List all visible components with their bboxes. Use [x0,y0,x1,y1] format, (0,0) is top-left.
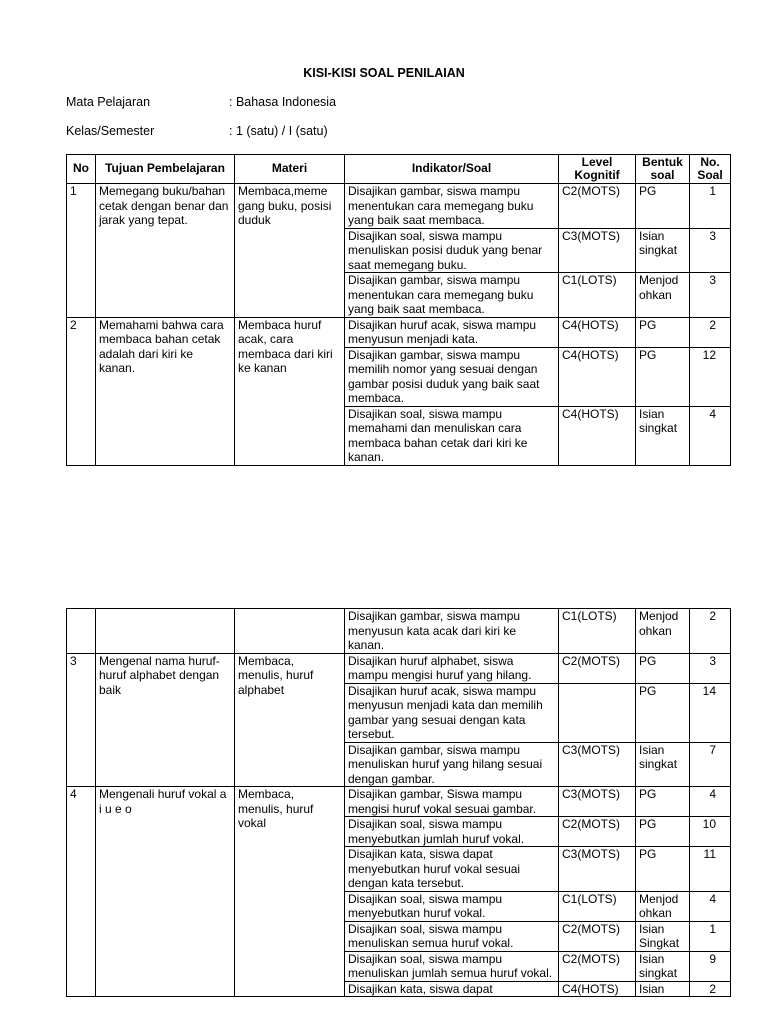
indicator: Disajikan huruf acak, siswa mampu menyusun menjadi kata. [345,317,559,347]
cognitive-level: C1(LOTS) [559,273,636,318]
indicator: Disajikan huruf acak, siswa mampu menyusun menjadi kata dan memilih gambar yang sesuai dengan kata tersebut. [345,683,559,742]
cognitive-level: C2(MOTS) [559,184,636,229]
row-number [67,609,96,654]
indicator: Disajikan gambar, siswa mampu memilih nomor yang sesuai dengan gambar posisi duduk yang baik saat membaca. [345,347,559,406]
indicator: Disajikan soal, siswa mampu menyebutkan huruf vokal. [345,891,559,921]
table-row [67,653,731,683]
indicator: Disajikan gambar, siswa mampu menyusun kata acak dari kiri ke kanan. [345,609,559,654]
indicator: Disajikan soal, siswa mampu memahami dan menuliskan cara membaca bahan cetak dari kiri ke kanan. [345,406,559,465]
question-form: Isian singkat [636,406,690,465]
question-form: Isian Singkat [636,921,690,951]
material: Membaca, menulis, huruf alphabet [235,653,345,787]
header-nosoal: No. Soal [690,155,731,184]
cognitive-level: C3(MOTS) [559,228,636,273]
question-form: PG [636,787,690,817]
cognitive-level: C2(MOTS) [559,951,636,981]
indicator: Disajikan soal, siswa mampu menuliskan jumlah semua huruf vokal. [345,951,559,981]
cognitive-level: C2(MOTS) [559,921,636,951]
learning-objective: Mengenali huruf vokal a i u e o [96,787,235,997]
indicator: Disajikan huruf alphabet, siswa mampu mengisi huruf yang hilang. [345,653,559,683]
question-number: 2 [690,981,731,997]
indicator: Disajikan kata, siswa dapat menyebutkan huruf vokal sesuai dengan kata tersebut. [345,847,559,892]
question-form: PG [636,653,690,683]
question-form: PG [636,184,690,229]
row-number: 1 [67,184,96,318]
indicator: Disajikan soal, siswa mampu menuliskan semua huruf vokal. [345,921,559,951]
meta-subject-label: Mata Pelajaran [66,95,151,109]
header-level: Level Kognitif [559,155,636,184]
cognitive-level: C3(MOTS) [559,787,636,817]
table-row [67,184,731,229]
cognitive-level: C2(MOTS) [559,653,636,683]
cognitive-level: C2(MOTS) [559,817,636,847]
header-bentuk: Bentuk soal [636,155,690,184]
question-number: 3 [690,653,731,683]
meta-class-label: Kelas/Semester [66,124,155,138]
table-row [67,317,731,347]
cognitive-level: C4(HOTS) [559,406,636,465]
material: Membaca, menulis, huruf vokal [235,787,345,997]
learning-objective: Memegang buku/bahan cetak dengan benar dan jarak yang tepat. [96,184,235,318]
question-form: PG [636,683,690,742]
cognitive-level: C1(LOTS) [559,891,636,921]
question-form: Menjod ohkan [636,273,690,318]
meta-class [66,124,328,138]
header-tujuan: Tujuan Pembelajaran [96,155,235,184]
question-number: 4 [690,787,731,817]
indicator: Disajikan soal, siswa mampu menuliskan posisi duduk yang benar saat memegang buku. [345,228,559,273]
header-no: No [67,155,96,184]
question-form: PG [636,317,690,347]
question-number: 11 [690,847,731,892]
table-row [67,787,731,817]
table-header-row [67,155,731,184]
row-number: 2 [67,317,96,465]
question-number: 3 [690,228,731,273]
question-form: Isian singkat [636,951,690,981]
question-number: 3 [690,273,731,318]
grid-table-2 [66,608,731,997]
question-number: 14 [690,683,731,742]
cognitive-level: C4(HOTS) [559,981,636,997]
indicator: Disajikan kata, siswa dapat [345,981,559,997]
learning-objective [96,609,235,654]
indicator: Disajikan gambar, siswa mampu menuliskan huruf yang hilang sesuai dengan gambar. [345,742,559,787]
question-number: 10 [690,817,731,847]
question-number: 9 [690,951,731,981]
meta-class-value: : 1 (satu) / I (satu) [229,124,328,138]
learning-objective: Memahami bahwa cara membaca bahan cetak adalah dari kiri ke kanan. [96,317,235,465]
cognitive-level: C4(HOTS) [559,317,636,347]
question-number: 4 [690,891,731,921]
header-materi: Materi [235,155,345,184]
question-number: 12 [690,347,731,406]
header-indikator: Indikator/Soal [345,155,559,184]
question-form: Isian [636,981,690,997]
question-form: Menjod ohkan [636,891,690,921]
cognitive-level: C4(HOTS) [559,347,636,406]
question-form: Isian singkat [636,742,690,787]
question-number: 1 [690,921,731,951]
question-number: 7 [690,742,731,787]
question-form: PG [636,347,690,406]
meta-subject-value: : Bahasa Indonesia [229,95,337,109]
document-title: KISI-KISI SOAL PENILAIAN [303,66,465,80]
indicator: Disajikan soal, siswa mampu menyebutkan jumlah huruf vokal. [345,817,559,847]
material: Membaca,meme gang buku, posisi duduk [235,184,345,318]
cognitive-level: C1(LOTS) [559,609,636,654]
question-number: 2 [690,609,731,654]
learning-objective: Mengenal nama huruf-huruf alphabet dengan baik [96,653,235,787]
material: Membaca huruf acak, cara membaca dari kiri ke kanan [235,317,345,465]
question-number: 4 [690,406,731,465]
question-form: Isian singkat [636,228,690,273]
table-row [67,609,731,654]
meta-subject [66,95,336,109]
cognitive-level [559,683,636,742]
indicator: Disajikan gambar, Siswa mampu mengisi huruf vokal sesuai gambar. [345,787,559,817]
question-form: Menjod ohkan [636,609,690,654]
question-number: 2 [690,317,731,347]
row-number: 3 [67,653,96,787]
question-form: PG [636,847,690,892]
material [235,609,345,654]
cognitive-level: C3(MOTS) [559,742,636,787]
question-number: 1 [690,184,731,229]
question-form: PG [636,817,690,847]
indicator: Disajikan gambar, siswa mampu menentukan cara memegang buku yang baik saat membaca. [345,184,559,229]
grid-table-1 [66,154,731,466]
indicator: Disajikan gambar, siswa mampu menentukan cara memegang buku yang baik saat membaca. [345,273,559,318]
cognitive-level: C3(MOTS) [559,847,636,892]
row-number: 4 [67,787,96,997]
